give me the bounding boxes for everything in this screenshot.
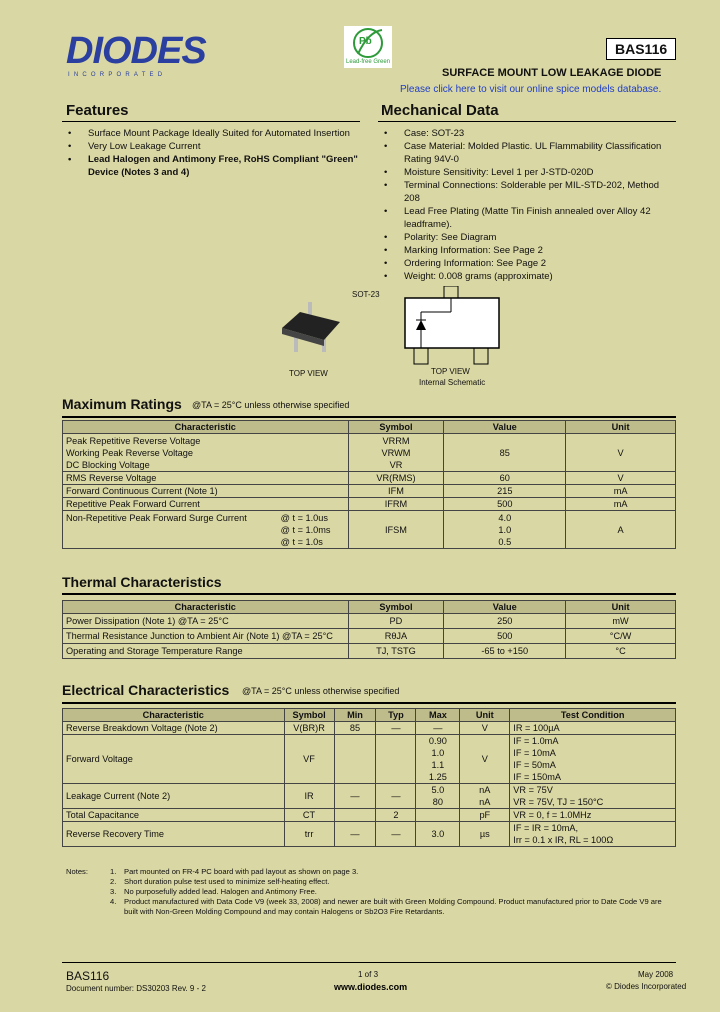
note-text: No purposefully added lead. Halogen and Antimony Free.: [124, 887, 317, 896]
table-row: [63, 722, 676, 735]
footer-doc-number: Document number: DS30203 Rev. 9 - 2: [66, 984, 206, 993]
features-list: [62, 127, 360, 179]
notes-block: [66, 867, 676, 917]
cell: 2: [376, 809, 416, 822]
cell: Repetitive Peak Forward Current: [63, 498, 349, 511]
cell: 60: [444, 472, 566, 485]
table-row: [63, 614, 676, 629]
col-header: Unit: [566, 601, 676, 614]
sot23-label: SOT-23: [352, 290, 380, 299]
electrical-rule: [62, 702, 676, 704]
cell: IFRM: [348, 498, 444, 511]
thermal-title: Thermal Characteristics: [62, 574, 222, 590]
cell: VR = 0, f = 1.0MHz: [510, 809, 676, 822]
note-number: 1.: [110, 867, 117, 876]
diodes-logo: DIODES: [66, 30, 206, 72]
cell: —: [376, 722, 416, 735]
cell: -65 to +150: [444, 644, 566, 659]
col-header: Test Condition: [510, 709, 676, 722]
cell: [334, 735, 376, 784]
thermal-rule: [62, 593, 676, 595]
cell: 4.0 1.0 0.5: [444, 511, 566, 549]
cell: °C/W: [566, 629, 676, 644]
footer-page: 1 of 3: [358, 970, 379, 979]
note-number: 4.: [110, 897, 117, 906]
cell: V: [566, 434, 676, 472]
cell: Peak Repetitive Reverse Voltage Working Peak Reverse Voltage DC Blocking Voltage: [63, 434, 349, 472]
col-header: Unit: [566, 421, 676, 434]
mechanical-item: • Terminal Connections: Solderable per MIL-STD-202, Method 208: [378, 179, 676, 205]
col-header: Characteristic: [63, 709, 285, 722]
max-ratings-table: [62, 420, 676, 549]
cell: Forward Continuous Current (Note 1): [63, 485, 349, 498]
mechanical-item: • Ordering Information: See Page 2: [378, 257, 676, 270]
schematic-label: Internal Schematic: [419, 378, 486, 387]
footer-copyright: © Diodes Incorporated: [606, 982, 687, 991]
features-rule: [62, 121, 360, 122]
footer-part: BAS116: [66, 969, 110, 983]
cell: A: [566, 511, 676, 549]
cell-text: Non-Repetitive Peak Forward Surge Current: [66, 512, 247, 523]
col-header: Symbol: [348, 601, 444, 614]
cell-condition: @ t = 1.0us @ t = 1.0ms @ t = 1.0s: [280, 512, 331, 547]
cell: —: [376, 822, 416, 847]
col-header: Unit: [460, 709, 510, 722]
cell: 500: [444, 498, 566, 511]
col-header: Min: [334, 709, 376, 722]
cell: Power Dissipation (Note 1) @TA = 25°C: [63, 614, 349, 629]
cell: mW: [566, 614, 676, 629]
cell: VRRM VRWM VR: [348, 434, 444, 472]
mechanical-item: • Marking Information: See Page 2: [378, 244, 676, 257]
cell: VF: [284, 735, 334, 784]
cell: VR(RMS): [348, 472, 444, 485]
col-header: Typ: [376, 709, 416, 722]
table-row: [63, 809, 676, 822]
internal-schematic: [404, 286, 500, 366]
subtitle: SURFACE MOUNT LOW LEAKAGE DIODE: [442, 67, 662, 79]
table-row: [63, 434, 676, 472]
cell: 250: [444, 614, 566, 629]
cell: PD: [348, 614, 444, 629]
col-header: Value: [444, 421, 566, 434]
cell: °C: [566, 644, 676, 659]
cell: 215: [444, 485, 566, 498]
cell: 0.90 1.0 1.1 1.25: [416, 735, 460, 784]
col-header: Symbol: [284, 709, 334, 722]
note-number: 2.: [110, 877, 117, 886]
cell: 500: [444, 629, 566, 644]
note-number: 3.: [110, 887, 117, 896]
max-ratings-title: Maximum Ratings: [62, 396, 182, 412]
electrical-condition: @TA = 25°C unless otherwise specified: [242, 686, 400, 696]
schematic-top-view-label: TOP VIEW: [431, 367, 470, 376]
cell: —: [334, 822, 376, 847]
table-row: [63, 472, 676, 485]
mechanical-item: • Case Material: Molded Plastic. UL Flammability Classification Rating 94V-0: [378, 140, 676, 166]
feature-item: • Very Low Leakage Current: [62, 140, 360, 153]
cell: V: [566, 472, 676, 485]
cell: V: [460, 735, 510, 784]
features-title: Features: [66, 102, 129, 119]
note-text: Short duration pulse test used to minimize self-heating effect.: [124, 877, 330, 886]
note-text: Part mounted on FR-4 PC board with pad layout as shown on page 3.: [124, 867, 359, 876]
mechanical-item: • Weight: 0.008 grams (approximate): [378, 270, 676, 283]
mechanical-item: • Lead Free Plating (Matte Tin Finish annealed over Alloy 42 leadframe).: [378, 205, 676, 231]
max-ratings-condition: @TA = 25°C unless otherwise specified: [192, 400, 350, 410]
cell: 85: [334, 722, 376, 735]
thermal-table: [62, 600, 676, 659]
cell: —: [416, 722, 460, 735]
cell: nA nA: [460, 784, 510, 809]
table-header-row: [63, 601, 676, 614]
cell: Reverse Breakdown Voltage (Note 2): [63, 722, 285, 735]
mechanical-item: • Polarity: See Diagram: [378, 231, 676, 244]
cell: µs: [460, 822, 510, 847]
cell: [376, 735, 416, 784]
cell: Thermal Resistance Junction to Ambient Air (Note 1) @TA = 25°C: [63, 629, 349, 644]
table-row: [63, 822, 676, 847]
mechanical-rule: [378, 121, 676, 122]
cell: IFSM: [348, 511, 444, 549]
max-ratings-rule: [62, 416, 676, 418]
cell: V(BR)R: [284, 722, 334, 735]
table-row: [63, 498, 676, 511]
electrical-title: Electrical Characteristics: [62, 682, 230, 698]
feature-item: • Surface Mount Package Ideally Suited for Automated Insertion: [62, 127, 360, 140]
cell: Forward Voltage: [63, 735, 285, 784]
cell: 3.0: [416, 822, 460, 847]
mechanical-item: • Case: SOT-23: [378, 127, 676, 140]
logo-subtitle: INCORPORATED: [68, 72, 167, 78]
package-top-view-label: TOP VIEW: [289, 369, 328, 378]
leadfree-badge: [344, 26, 392, 68]
feature-item: • Lead Halogen and Antimony Free, RoHS Compliant "Green" Device (Notes 3 and 4): [62, 153, 360, 179]
cell: CT: [284, 809, 334, 822]
note-item: [66, 877, 676, 887]
table-row: [63, 644, 676, 659]
cell: 85: [444, 434, 566, 472]
package-image: [276, 300, 346, 362]
note-item: [66, 897, 676, 917]
cell: VR = 75V VR = 75V, TJ = 150°C: [510, 784, 676, 809]
cell: mA: [566, 498, 676, 511]
note-item: [66, 867, 676, 877]
cell: Leakage Current (Note 2): [63, 784, 285, 809]
leadfree-label: Lead-free Green: [345, 59, 391, 65]
footer-date: May 2008: [638, 970, 674, 979]
footer-rule: [62, 962, 676, 963]
mechanical-list: [378, 127, 676, 283]
mechanical-title: Mechanical Data: [381, 102, 499, 119]
cell: pF: [460, 809, 510, 822]
table-row: [63, 629, 676, 644]
col-header: Symbol: [348, 421, 444, 434]
cell: —: [376, 784, 416, 809]
notes-label: Notes:: [66, 867, 88, 876]
col-header: Value: [444, 601, 566, 614]
spice-models-link[interactable]: Please click here to visit our online spice models database.: [400, 84, 662, 95]
footer-website-link[interactable]: www.diodes.com: [334, 982, 408, 992]
electrical-table: [62, 708, 676, 847]
col-header: Characteristic: [63, 601, 349, 614]
cell: Total Capacitance: [63, 809, 285, 822]
table-header-row: [63, 709, 676, 722]
cell: [334, 809, 376, 822]
cell: —: [334, 784, 376, 809]
table-row: [63, 784, 676, 809]
mechanical-item: • Moisture Sensitivity: Level 1 per J-STD-020D: [378, 166, 676, 179]
cell: IF = IR = 10mA, Irr = 0.1 x IR, RL = 100Ω: [510, 822, 676, 847]
cell: IR: [284, 784, 334, 809]
cell: Reverse Recovery Time: [63, 822, 285, 847]
note-item: [66, 887, 676, 897]
cell: 5.0 80: [416, 784, 460, 809]
pb-mark: Pb: [359, 36, 372, 47]
cell: RθJA: [348, 629, 444, 644]
cell: RMS Reverse Voltage: [63, 472, 349, 485]
cell: Operating and Storage Temperature Range: [63, 644, 349, 659]
table-header-row: [63, 421, 676, 434]
part-number-box: BAS116: [606, 38, 676, 60]
table-row: [63, 485, 676, 498]
cell: TJ, TSTG: [348, 644, 444, 659]
table-row: [63, 511, 676, 549]
cell: IFM: [348, 485, 444, 498]
col-header: Max: [416, 709, 460, 722]
table-row: [63, 735, 676, 784]
cell: IF = 1.0mA IF = 10mA IF = 50mA IF = 150mA: [510, 735, 676, 784]
cell: [63, 511, 349, 549]
cell: IR = 100µA: [510, 722, 676, 735]
cell: trr: [284, 822, 334, 847]
col-header: Characteristic: [63, 421, 349, 434]
cell: mA: [566, 485, 676, 498]
cell: [416, 809, 460, 822]
note-text: Product manufactured with Data Code V9 (week 33, 2008) and newer are built with Green Molding Compound. Product manufactured prior to Date Code V9 are built with Non-Green Molding Compound and may contain Halogens or Sb2O3 Fire Retardants.: [124, 897, 662, 916]
cell: V: [460, 722, 510, 735]
